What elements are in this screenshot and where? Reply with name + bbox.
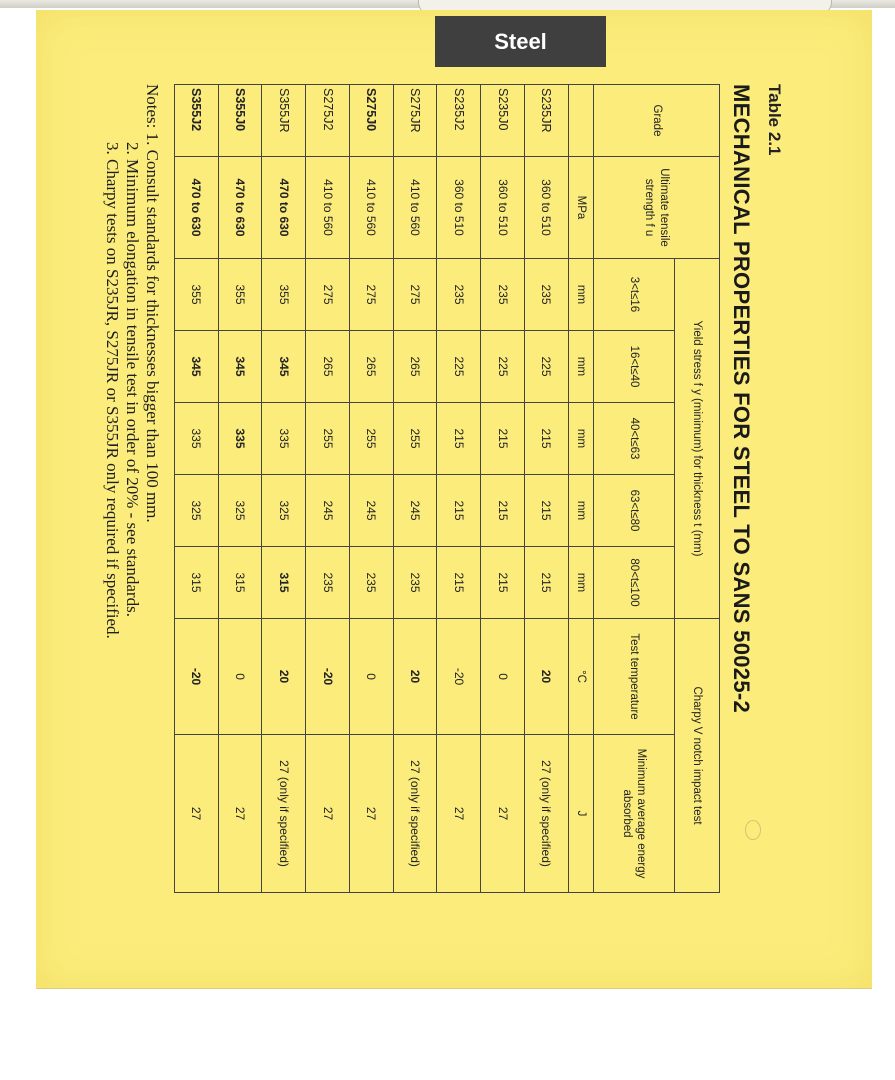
header-yield: Yield stress f y (minimum) for thickness t (mm): [675, 259, 720, 619]
units-cell: J: [568, 735, 593, 893]
rotated-content: [64, 84, 784, 892]
units-cell: MPa: [568, 157, 593, 259]
cell-temp: 0: [218, 619, 262, 735]
units-cell: mm: [568, 259, 593, 331]
table-row: [524, 85, 568, 893]
cell-yield: 235: [393, 547, 437, 619]
units-cell-empty: [568, 85, 593, 157]
units-cell: mm: [568, 331, 593, 403]
cell-yield: 315: [175, 547, 219, 619]
cell-yield: 325: [262, 475, 306, 547]
cell-yield: 245: [306, 475, 350, 547]
note-1: Notes: 1. Consult standards for thicknesses bigger than 100 mm.: [143, 84, 162, 523]
cell-yield: 215: [524, 403, 568, 475]
cell-energy: 27: [175, 735, 219, 893]
cell-grade: S235J2: [437, 85, 481, 157]
cell-temp: 20: [524, 619, 568, 735]
cell-temp: -20: [437, 619, 481, 735]
header-min-energy: Minimum average energy absorbed: [593, 735, 675, 893]
cell-yield: 235: [306, 547, 350, 619]
cell-yield: 215: [481, 403, 525, 475]
cell-yield: 355: [218, 259, 262, 331]
cell-yield: 335: [262, 403, 306, 475]
units-cell: mm: [568, 475, 593, 547]
cell-yield: 275: [349, 259, 393, 331]
note-2: 2. Minimum elongation in tensile test in order of 20% - see standards.: [123, 142, 142, 617]
table-number: Table 2.1: [765, 84, 784, 156]
cell-energy: 27: [218, 735, 262, 893]
cell-temp: 20: [262, 619, 306, 735]
cell-yield: 265: [306, 331, 350, 403]
cell-energy: 27 (only if specified): [393, 735, 437, 893]
cell-yield: 345: [218, 331, 262, 403]
cell-yield: 235: [524, 259, 568, 331]
cell-yield: 255: [349, 403, 393, 475]
cell-grade: S355J2: [175, 85, 219, 157]
cell-yield: 325: [218, 475, 262, 547]
cell-yield: 225: [481, 331, 525, 403]
cell-yield: 355: [175, 259, 219, 331]
cell-yield: 245: [349, 475, 393, 547]
properties-table: [174, 84, 720, 893]
section-tab-label: Steel: [494, 28, 547, 54]
cell-uts: 360 to 510: [524, 157, 568, 259]
cell-energy: 27 (only if specified): [262, 735, 306, 893]
cell-yield: 335: [218, 403, 262, 475]
cell-yield: 235: [481, 259, 525, 331]
cell-uts: 470 to 630: [218, 157, 262, 259]
cell-energy: 27: [306, 735, 350, 893]
cell-yield: 215: [437, 475, 481, 547]
table-title: MECHANICAL PROPERTIES FOR STEEL TO SANS 50025-2: [729, 84, 754, 714]
cell-uts: 410 to 560: [393, 157, 437, 259]
table-row: [218, 85, 262, 893]
cell-grade: S275JR: [393, 85, 437, 157]
cell-energy: 27 (only if specified): [524, 735, 568, 893]
cell-temp: 0: [481, 619, 525, 735]
cell-uts: 360 to 510: [437, 157, 481, 259]
cell-uts: 470 to 630: [175, 157, 219, 259]
cell-yield: 325: [175, 475, 219, 547]
cell-yield: 265: [349, 331, 393, 403]
header-grade: Grade: [593, 85, 719, 157]
cell-temp: -20: [306, 619, 350, 735]
cell-yield: 215: [524, 547, 568, 619]
table-row: [175, 85, 219, 893]
cell-energy: 27: [437, 735, 481, 893]
cell-uts: 360 to 510: [481, 157, 525, 259]
note-3: 3. Charpy tests on S235JR, S275JR or S355JR only required if specified.: [103, 142, 122, 639]
header-test-temperature: Test temperature: [593, 619, 675, 735]
header-thickness-2: 16<t≤40: [593, 331, 675, 403]
cell-yield: 335: [175, 403, 219, 475]
cell-yield: 275: [393, 259, 437, 331]
table-row: [306, 85, 350, 893]
units-cell: mm: [568, 403, 593, 475]
cell-uts: 470 to 630: [262, 157, 306, 259]
table-row: [349, 85, 393, 893]
header-thickness-5: 80<t≤100: [593, 547, 675, 619]
cell-uts: 410 to 560: [306, 157, 350, 259]
pencil-mark: [745, 820, 761, 840]
header-thickness-4: 63<t≤80: [593, 475, 675, 547]
cell-yield: 245: [393, 475, 437, 547]
cell-grade: S275J0: [349, 85, 393, 157]
cell-temp: 20: [393, 619, 437, 735]
cell-yield: 315: [218, 547, 262, 619]
cell-temp: -20: [175, 619, 219, 735]
section-tab-steel: [435, 16, 606, 67]
cell-yield: 225: [437, 331, 481, 403]
table-row: [437, 85, 481, 893]
cell-yield: 355: [262, 259, 306, 331]
units-cell: mm: [568, 547, 593, 619]
table-row: [262, 85, 306, 893]
cell-grade: S355JR: [262, 85, 306, 157]
notes: [102, 84, 162, 892]
cell-yield: 225: [524, 331, 568, 403]
units-row: [568, 85, 593, 893]
cell-yield: 275: [306, 259, 350, 331]
rotated-content-inner: [64, 84, 784, 892]
cell-energy: 27: [481, 735, 525, 893]
cell-yield: 235: [349, 547, 393, 619]
cell-yield: 215: [481, 475, 525, 547]
cell-yield: 345: [262, 331, 306, 403]
cell-yield: 265: [393, 331, 437, 403]
table-row: [481, 85, 525, 893]
header-thickness-1: 3<t≤16: [593, 259, 675, 331]
cell-yield: 315: [262, 547, 306, 619]
cell-yield: 235: [437, 259, 481, 331]
cell-uts: 410 to 560: [349, 157, 393, 259]
header-charpy: Charpy V notch impact test: [675, 619, 720, 893]
cell-yield: 215: [437, 547, 481, 619]
cell-yield: 215: [481, 547, 525, 619]
cell-energy: 27: [349, 735, 393, 893]
cell-yield: 215: [524, 475, 568, 547]
cell-grade: S235J0: [481, 85, 525, 157]
cell-grade: S275J2: [306, 85, 350, 157]
cell-grade: S355J0: [218, 85, 262, 157]
cell-yield: 345: [175, 331, 219, 403]
cell-grade: S235JR: [524, 85, 568, 157]
header-uts: Ultimate tensile strength f u: [593, 157, 719, 259]
units-cell: °C: [568, 619, 593, 735]
table-row: [393, 85, 437, 893]
cell-yield: 255: [393, 403, 437, 475]
cell-yield: 215: [437, 403, 481, 475]
cell-yield: 255: [306, 403, 350, 475]
header-thickness-3: 40<t≤63: [593, 403, 675, 475]
cell-temp: 0: [349, 619, 393, 735]
